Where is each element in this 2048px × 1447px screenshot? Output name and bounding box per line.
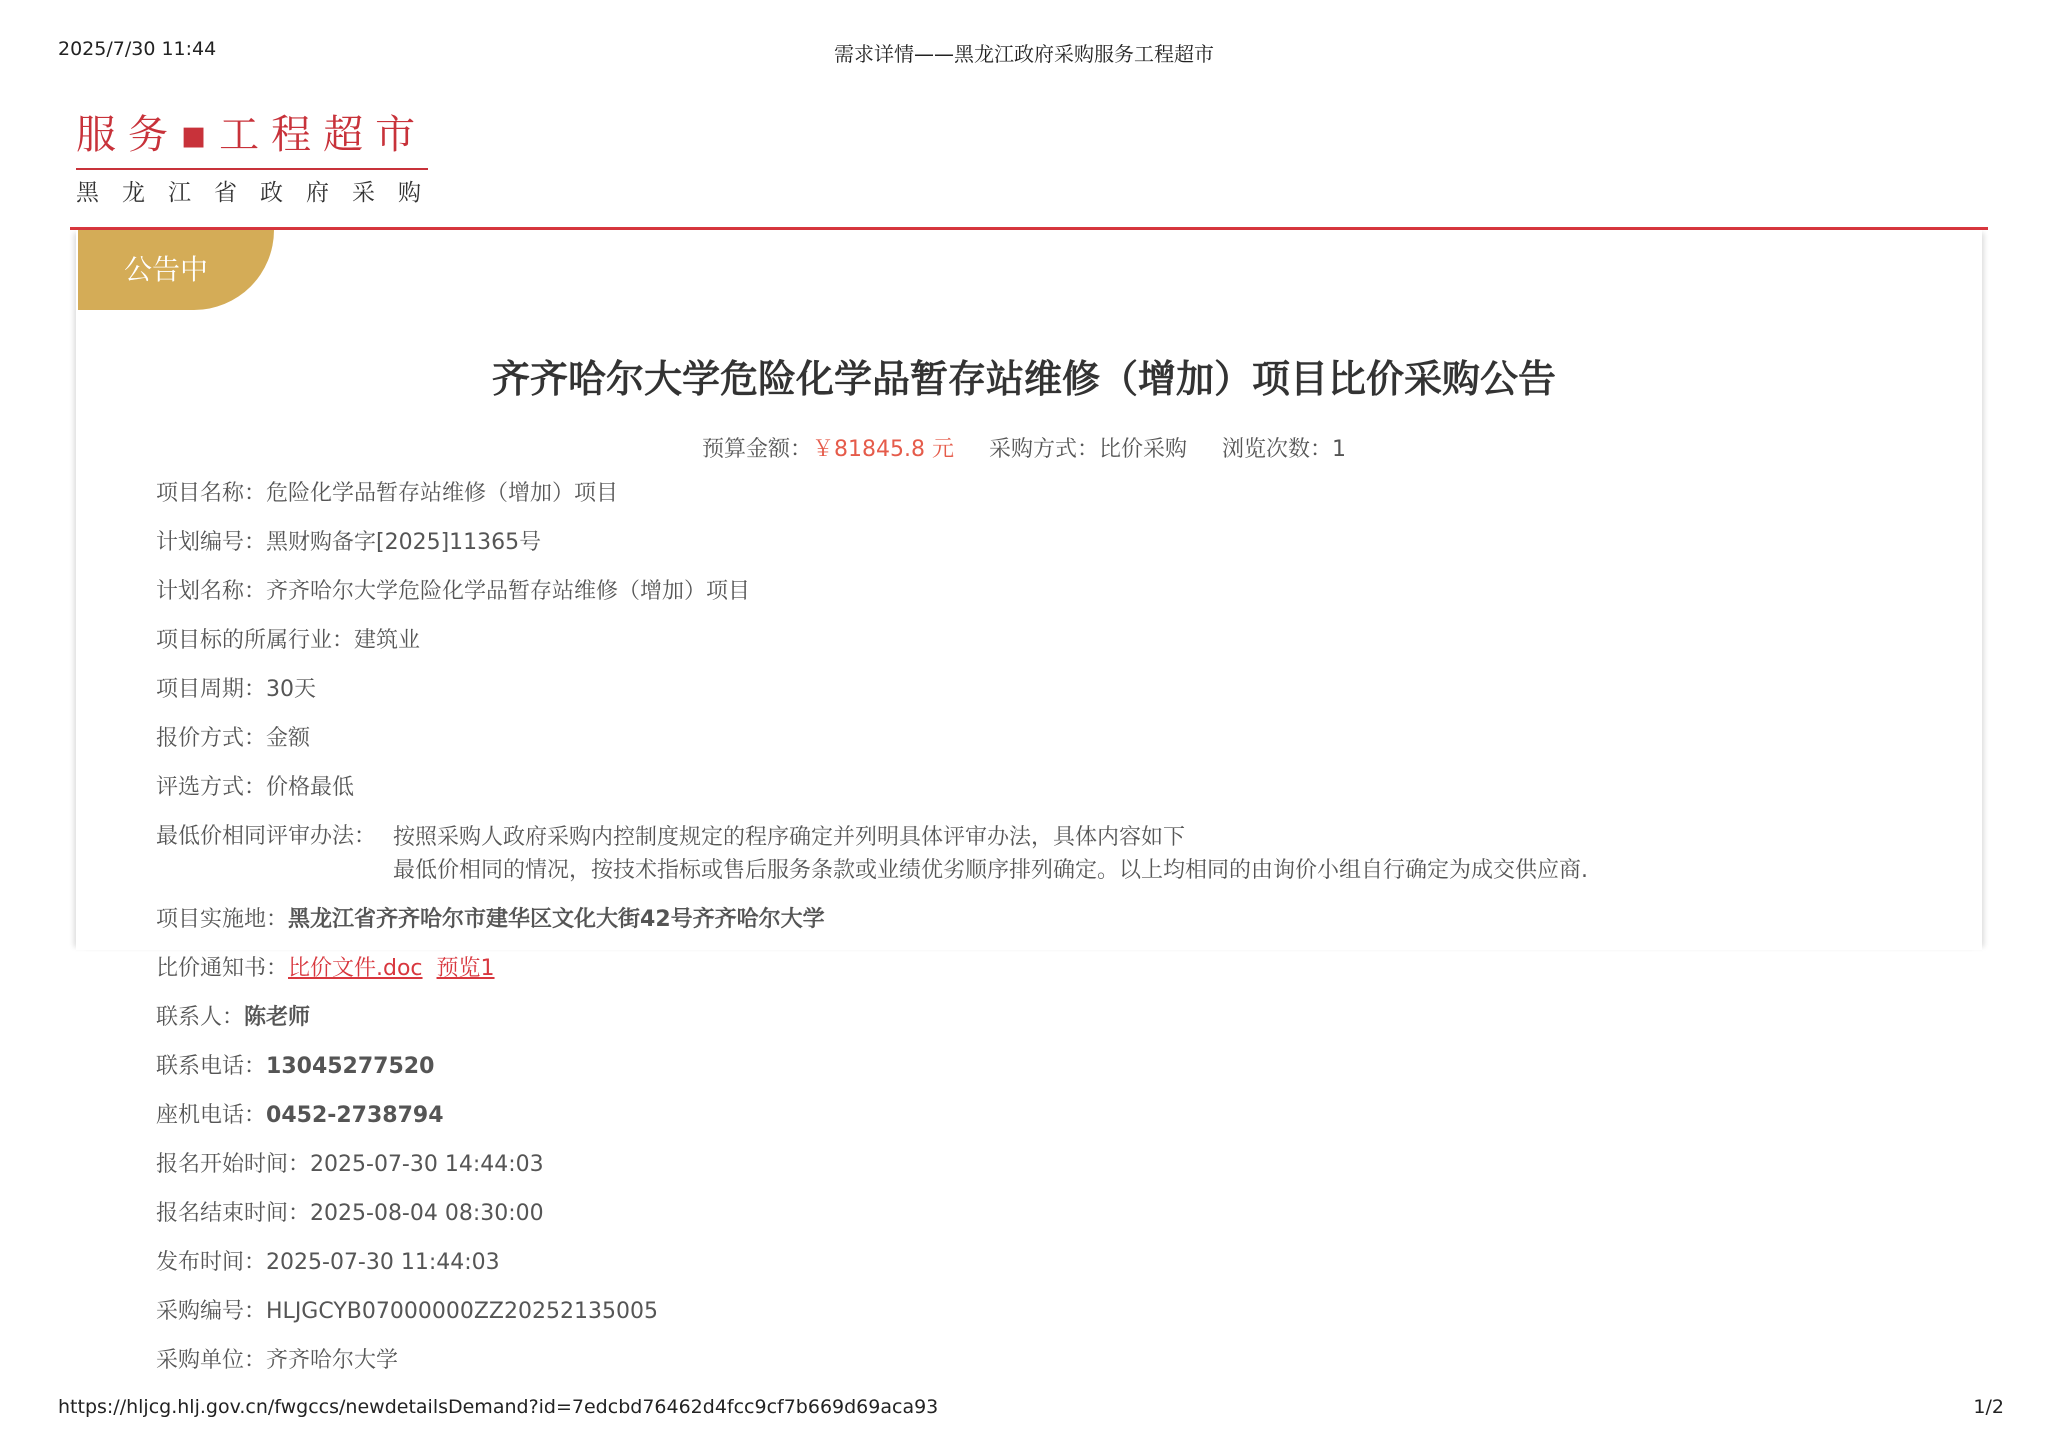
field-label: 联系电话： xyxy=(156,1054,267,1079)
field-buyer xyxy=(156,1345,1956,1377)
print-page-title: 需求详情——黑龙江政府采购服务工程超市 xyxy=(834,42,1214,66)
views-label: 浏览次数： xyxy=(1222,437,1333,462)
field-label: 评选方式： xyxy=(156,775,267,800)
field-landline xyxy=(156,1100,1956,1132)
field-label: 项目名称： xyxy=(156,481,267,506)
field-label: 发布时间： xyxy=(156,1250,267,1275)
field-label: 项目实施地： xyxy=(156,907,289,932)
field-reg-start xyxy=(156,1149,1956,1181)
field-value: 齐齐哈尔大学危险化学品暂存站维修（增加）项目 xyxy=(266,579,751,604)
field-value: 2025-07-30 11:44:03 xyxy=(266,1250,500,1275)
field-value: 2025-08-04 08:30:00 xyxy=(310,1201,544,1226)
summary-bar xyxy=(0,432,2048,463)
field-value: 黑财购备字[2025]11365号 xyxy=(266,530,542,555)
tie-rule-line-2: 最低价相同的情况，按技术指标或售后服务条款或业绩优劣顺序排列确定。以上均相同的由询价小组自行确定为成交供应商. xyxy=(393,858,1588,883)
field-label: 比价通知书： xyxy=(156,956,289,981)
field-value: 13045277520 xyxy=(266,1054,435,1079)
field-phone xyxy=(156,1051,1956,1083)
field-label: 项目标的所属行业： xyxy=(156,628,355,653)
field-tie-rule xyxy=(156,821,1956,887)
site-logo[interactable] xyxy=(76,110,444,208)
views-value: 1 xyxy=(1332,437,1347,462)
field-label: 采购单位： xyxy=(156,1348,267,1373)
tie-rule-line-1: 按照采购人政府采购内控制度规定的程序确定并列明具体评审办法，具体内容如下 xyxy=(393,825,1186,850)
print-page-number: 1/2 xyxy=(1973,1396,2004,1418)
field-quote-method xyxy=(156,723,1956,755)
logo-bottom-text: 黑龙江省政府采购 xyxy=(76,180,444,206)
field-label: 报名开始时间： xyxy=(156,1152,311,1177)
method-value: 比价采购 xyxy=(1098,437,1187,462)
field-location xyxy=(156,904,1956,936)
print-url: https://hljcg.hlj.gov.cn/fwgccs/newdetailsDemand?id=7edcbd76462d4fcc9cf7b669d69aca93 xyxy=(58,1396,939,1418)
field-value: 黑龙江省齐齐哈尔市建华区文化大街42号齐齐哈尔大学 xyxy=(288,907,825,932)
field-label: 项目周期： xyxy=(156,677,267,702)
field-value: HLJGCYB07000000ZZ20252135005 xyxy=(266,1299,658,1324)
field-selection xyxy=(156,772,1956,804)
field-label: 报名结束时间： xyxy=(156,1201,311,1226)
status-badge: 公告中 xyxy=(78,230,274,310)
field-period xyxy=(156,674,1956,706)
field-label: 座机电话： xyxy=(156,1103,267,1128)
budget-value: ￥81845.8 元 xyxy=(811,437,954,462)
print-date: 2025/7/30 11:44 xyxy=(58,38,217,60)
field-industry xyxy=(156,625,1956,657)
field-value: 陈老师 xyxy=(244,1005,311,1030)
field-label: 报价方式： xyxy=(156,726,267,751)
field-plan-name xyxy=(156,576,1956,608)
field-value: 建筑业 xyxy=(354,628,421,653)
field-value xyxy=(393,821,1588,887)
field-label: 采购编号： xyxy=(156,1299,267,1324)
method-label: 采购方式： xyxy=(988,437,1099,462)
field-contact xyxy=(156,1002,1956,1034)
field-value: 金额 xyxy=(266,726,311,751)
field-value: 30天 xyxy=(266,677,317,702)
notice-preview-link[interactable]: 预览1 xyxy=(436,956,495,981)
field-value: 齐齐哈尔大学 xyxy=(266,1348,399,1373)
field-notice xyxy=(156,953,1956,985)
field-value: 2025-07-30 14:44:03 xyxy=(310,1152,544,1177)
logo-divider xyxy=(76,168,428,170)
field-label: 最低价相同评审办法： xyxy=(156,824,377,849)
field-project-name xyxy=(156,478,1956,510)
budget-info xyxy=(702,437,954,462)
field-plan-no xyxy=(156,527,1956,559)
detail-fields xyxy=(156,478,1956,1394)
page-title: 齐齐哈尔大学危险化学品暂存站维修（增加）项目比价采购公告 xyxy=(491,357,1556,401)
field-label: 计划编号： xyxy=(156,530,267,555)
budget-label: 预算金额： xyxy=(701,437,812,462)
field-value: 0452-2738794 xyxy=(266,1103,444,1128)
field-value: 危险化学品暂存站维修（增加）项目 xyxy=(266,481,619,506)
method-info xyxy=(989,437,1187,462)
logo-top-text: 服务▪工程超市 xyxy=(76,112,428,158)
notice-file-link[interactable]: 比价文件.doc xyxy=(288,956,423,981)
field-purchase-no xyxy=(156,1296,1956,1328)
field-label: 计划名称： xyxy=(156,579,267,604)
views-info xyxy=(1222,437,1346,462)
field-value: 价格最低 xyxy=(266,775,355,800)
field-publish xyxy=(156,1247,1956,1279)
field-reg-end xyxy=(156,1198,1956,1230)
field-label: 联系人： xyxy=(156,1005,245,1030)
